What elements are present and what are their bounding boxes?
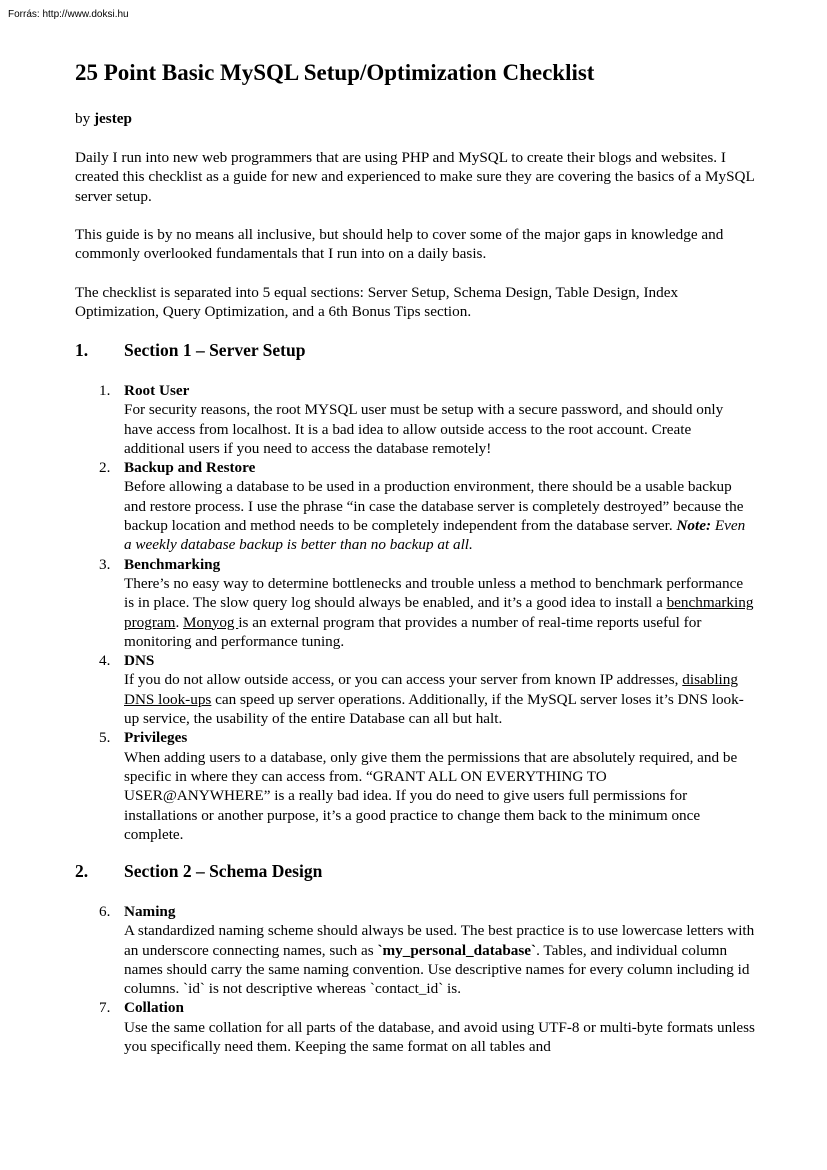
source-line: Forrás: http://www.doksi.hu (8, 9, 129, 20)
item-number: 7. (99, 999, 111, 1017)
item-body: When adding users to a database, only give them the permissions that are absolutely required, and be specific in where they can access from. “GRANT ALL ON EVERYTHING TO USER@ANYWHERE” is a really bad idea. If you do need to give users full permissions for installations or another purpose, it’s a good practice to change them back to the minimum once complete. (124, 748, 738, 843)
item-body-text: There’s no easy way to determine bottlenecks and trouble unless a method to benchmark performance is in place. The slow query log should always be enabled, and it’s a good idea to install a (124, 574, 744, 612)
item-title: Backup and Restore (124, 459, 256, 477)
byline-author: jestep (93, 110, 132, 127)
item-number: 1. (99, 382, 111, 399)
section-number: 2. (75, 861, 89, 881)
section-title: Section 1 – Server Setup (124, 340, 306, 360)
item-number: 2. (99, 459, 111, 477)
intro-paragraph-1: Daily I run into new web programmers that are using PHP and MySQL to create their blogs and websites. I created this checklist as a guide for new and experienced to make sure they are covering the basics of a MySQL server setup. (75, 149, 755, 205)
section-2-items (75, 902, 755, 1056)
note-text: Even a weekly database backup is better than no backup at all. (124, 517, 746, 554)
item-title: Root User (124, 382, 190, 399)
list-item-dns (75, 651, 755, 728)
section-number: 1. (75, 340, 89, 360)
intro-paragraph-2: This guide is by no means all inclusive, but should help to cover some of the major gaps in knowledge and commonly overlooked fundamentals that I run into on a daily basis. (75, 226, 724, 263)
list-item-naming (75, 902, 755, 998)
item-body-text: A standardized naming scheme should always be used. The best practice is to use lowercase letters with an underscore connecting names, such as (124, 922, 755, 959)
list-item-collation (75, 998, 755, 1056)
item-body (124, 921, 755, 998)
item-body-text: . (175, 613, 184, 631)
list-item-backup-restore (75, 458, 755, 554)
disabling-dns-lookups-link[interactable]: disabling DNS look-ups (124, 671, 738, 708)
item-body: For security reasons, the root MYSQL user must be setup with a secure password, and should only have access from localhost. It is a bad idea to allow outside access to the root account. Create additional users if you need to access the database remotely! (124, 401, 724, 457)
byline-prefix: by (75, 110, 94, 127)
note-label: Note: (676, 517, 712, 535)
list-item-root-user (75, 381, 755, 458)
example-database-name: `my_personal_database` (377, 941, 537, 959)
item-body-text: If you do not allow outside access, or you can access your server from known IP addresses, (124, 671, 683, 689)
monyog-link[interactable]: Monyog (183, 613, 239, 631)
list-item-privileges (75, 728, 755, 844)
benchmarking-program-link[interactable]: benchmarking program (124, 594, 754, 631)
item-title: Collation (124, 999, 184, 1017)
item-body-text: is an external program that provides a number of real-time reports useful for monitoring and performance tuning. (124, 613, 702, 650)
item-title: Benchmarking (124, 555, 221, 573)
section-1-items (75, 381, 755, 844)
section-1-heading (75, 340, 305, 361)
item-body (124, 477, 755, 554)
byline (75, 109, 132, 128)
item-body (124, 670, 755, 728)
item-body: Use the same collation for all parts of the database, and avoid using UTF-8 or multi-byte formats unless you specifically need them. Keeping the same format on all tables and (124, 1018, 755, 1056)
page-title: 25 Point Basic MySQL Setup/Optimization Checklist (75, 60, 595, 85)
list-item-benchmarking (75, 555, 755, 651)
intro-paragraph-3: The checklist is separated into 5 equal sections: Server Setup, Schema Design, Table Design, Index Optimization, Query Optimization, and a 6th Bonus Tips section. (75, 284, 679, 321)
item-title: Naming (124, 903, 176, 920)
item-body-text: Before allowing a database to be used in a production environment, there should be a usable backup and restore process. I use the phrase “in case the database server is completely destroyed” because the backup location and method needs to be completely independent from the database server. (124, 478, 744, 535)
section-2-heading (75, 861, 322, 882)
item-number: 3. (99, 555, 111, 573)
item-title: DNS (124, 652, 155, 670)
item-body-text: can speed up server operations. Additionally, if the MySQL server loses it’s DNS look-up service, the usability of the entire Database can all but halt. (124, 690, 744, 728)
item-title: Privileges (124, 729, 188, 747)
item-number: 6. (99, 903, 111, 920)
item-body-text: . Tables, and individual column names should carry the same naming convention. Use descriptive names for every column including id columns. `id` is not descriptive whereas `contact_id` is. (124, 941, 750, 998)
item-number: 4. (99, 652, 111, 670)
item-number: 5. (99, 729, 111, 747)
section-title: Section 2 – Schema Design (124, 861, 323, 881)
item-body (124, 574, 755, 651)
